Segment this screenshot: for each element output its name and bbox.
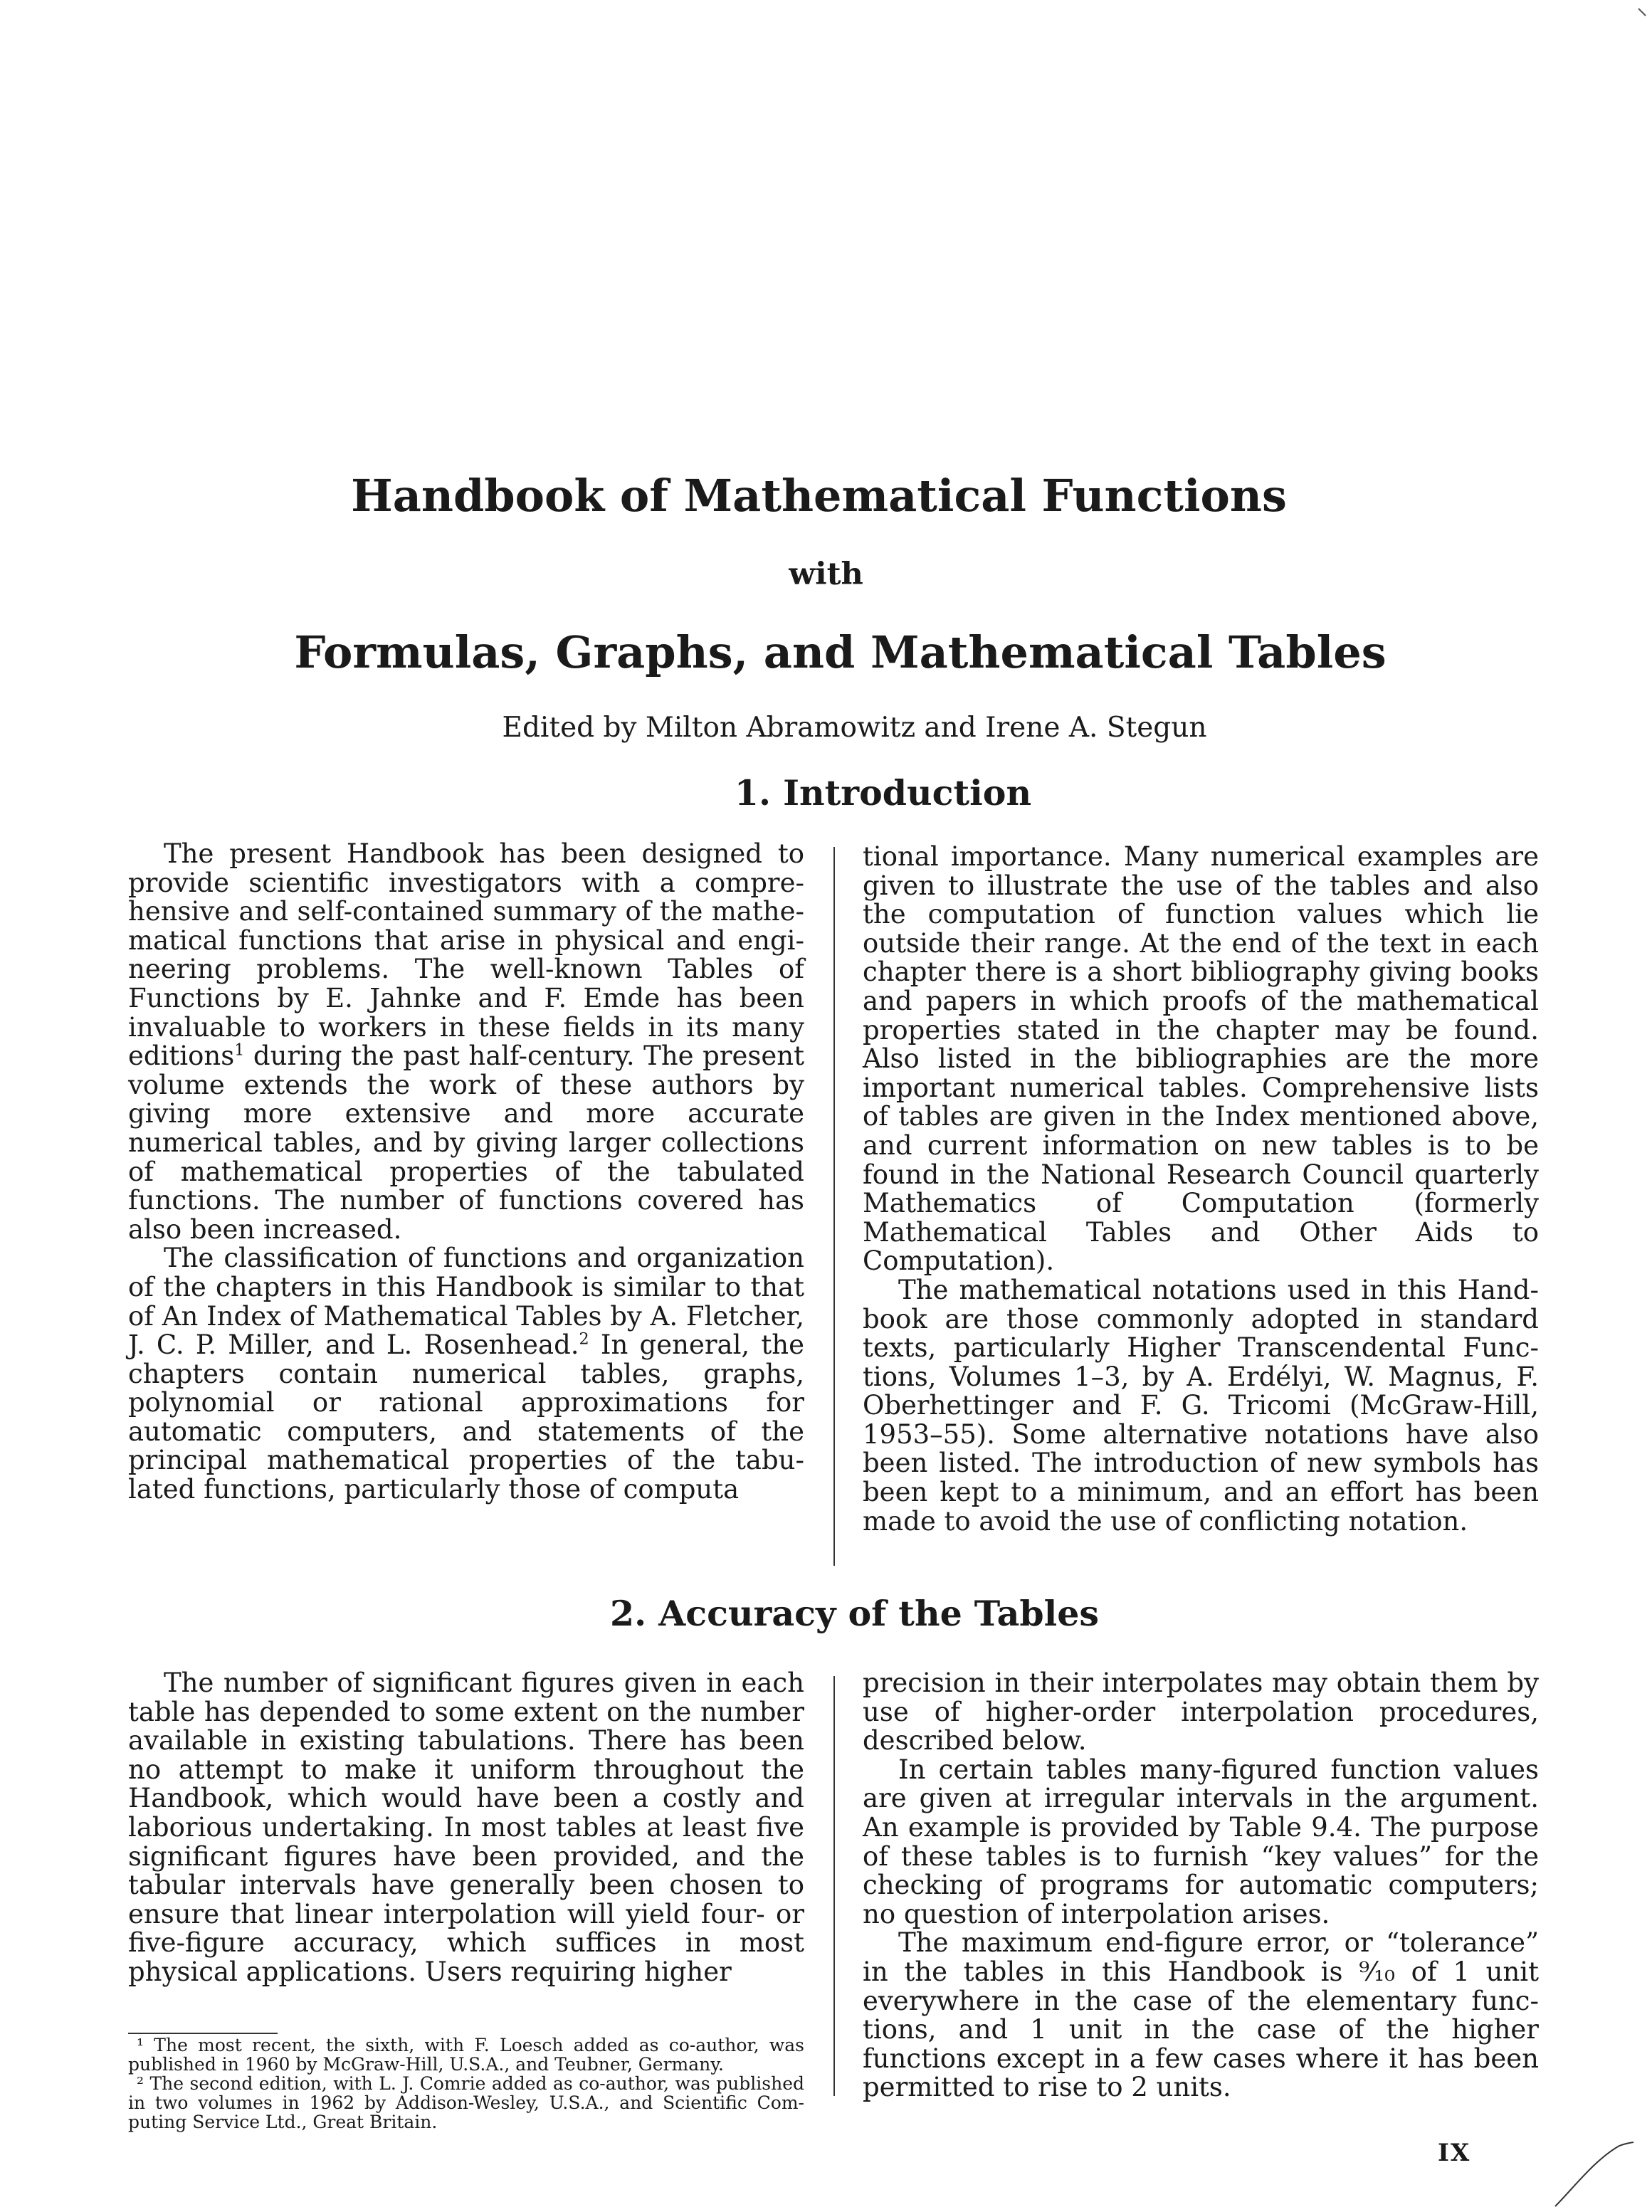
section-2-right-column xyxy=(863,1669,1539,2102)
paragraph xyxy=(128,840,804,1244)
column-divider xyxy=(833,847,835,1566)
paragraph: The mathematical notations used in this Handbook are those commonly adopted in standard texts, particularly Higher Transcendental Functions, Volumes 1–3, by A. Erdélyi, W. Magnus, F. Oberhettinger and F. G. Tricomi (McGraw-Hill, 1953–55). Some alternative notations have also been listed. The introduction of new symbols has been kept to a minimum, and an effort has been made to avoid the use of conflicting notation. xyxy=(863,1274,1539,1537)
title-line-2: Formulas, Graphs, and Mathematical Tables xyxy=(294,626,1387,678)
paragraph-text: In general, the chapters contain numerical tables, graphs, polynomial or rational approximations for automatic computers, and statements of the principal mathematical properties of the tabulated functions, particularly those of computa xyxy=(128,1329,804,1505)
footnote-ref: 1 xyxy=(234,1041,245,1060)
section-1-left-column xyxy=(128,840,804,1505)
scan-mark-icon xyxy=(1637,7,1648,19)
title-line-1: Handbook of Mathematical Functions xyxy=(351,470,1287,522)
footnotes xyxy=(128,2035,804,2132)
paragraph: The maximum end-figure error, or “tolerance” in the tables in this Handbook is ⁹⁄₁₀ of 1 unit everywhere in the case of the elementary functions, and 1 unit in the case of the higher functions except in a few cases where it has been permitted to rise to 2 units. xyxy=(863,1927,1539,2103)
paragraph: In certain tables many-figured function values are given at irregular intervals in the argument. An example is provided by Table 9.4. The purpose of these tables is to furnish “key values” for the checking of programs for automatic computers; no question of interpolation arises. xyxy=(863,1754,1539,1929)
paragraph: tional importance. Many numerical examples are given to illustrate the use of the tables and also the computation of function values which lie outside their range. At the end of the text in each chapter there is a short bibliography giving books and papers in which proofs of the mathematical properties stated in the chapter may be found. Also listed in the bibliographies are the more important numerical tables. Comprehensive lists of tables are given in the Index mentioned above, and current information on new tables is to be found in the National Research Council quarterly Mathematics of Computation (formerly Mathematical Tables and Other Aids to Computation). xyxy=(863,841,1539,1277)
pen-mark-icon xyxy=(1552,2132,1637,2210)
column-divider xyxy=(833,1676,835,2096)
paragraph: precision in their interpolates may obtain them by use of higher-order interpolation procedures, described below. xyxy=(863,1668,1539,1757)
section-1-heading: 1. Introduction xyxy=(734,772,1032,813)
paragraph-text: The present Handbook has been designed to provide scientific investigators with a comprehensive and self-contained summary of the mathematical functions that arise in physical and engineering problems. The well-known Tables of Functions by E. Jahnke and F. Emde has been invaluable to workers in these fields in its many editions xyxy=(128,838,804,1072)
footnote-ref: 2 xyxy=(579,1329,589,1349)
paragraph: The number of significant figures given in each table has depended to some extent on the number available in existing tabulations. There has been no attempt to make it uniform throughout the Handbook, which would have been a costly and laborious undertaking. In most tables at least five significant figures have been provided, and the tabular intervals have generally been chosen to ensure that linear interpolation will yield four- or five-figure accuracy, which suffices in most physical applications. Users requiring higher xyxy=(128,1668,804,1987)
title-connector: with xyxy=(789,557,863,592)
editors-line: Edited by Milton Abramowitz and Irene A. Stegun xyxy=(502,712,1207,744)
section-1-right-column xyxy=(863,843,1539,1536)
footnote: ² The second edition, with L. J. Comrie added as co-author, was published in two volumes in 1962 by Addison-Wesley, U.S.A., and Scientific Computing Service Ltd., Great Britain. xyxy=(128,2073,804,2132)
paragraph-text: during the past half-century. The present volume extends the work of these authors by giving more extensive and more accurate numerical tables, and by giving larger collections of mathematical properties of the tabulated functions. The number of functions covered has also been increased. xyxy=(128,1041,804,1245)
footnote-rule xyxy=(128,2033,278,2034)
section-2-heading: 2. Accuracy of the Tables xyxy=(610,1593,1099,1634)
paragraph xyxy=(128,1244,804,1504)
section-2-left-column xyxy=(128,1669,804,1987)
page-number: IX xyxy=(1438,2139,1471,2167)
footnote: ¹ The most recent, the sixth, with F. Loesch added as co-author, was published in 1960 by McGraw-Hill, U.S.A., and Teubner, Germany. xyxy=(128,2035,804,2075)
paragraph-text: The classification of functions and organization of the chapters in this Handbook is similar to that of An Index of Mathematical Tables by A. Fletcher, J. C. P. Miller, and L. Rosenhead. xyxy=(128,1243,804,1361)
